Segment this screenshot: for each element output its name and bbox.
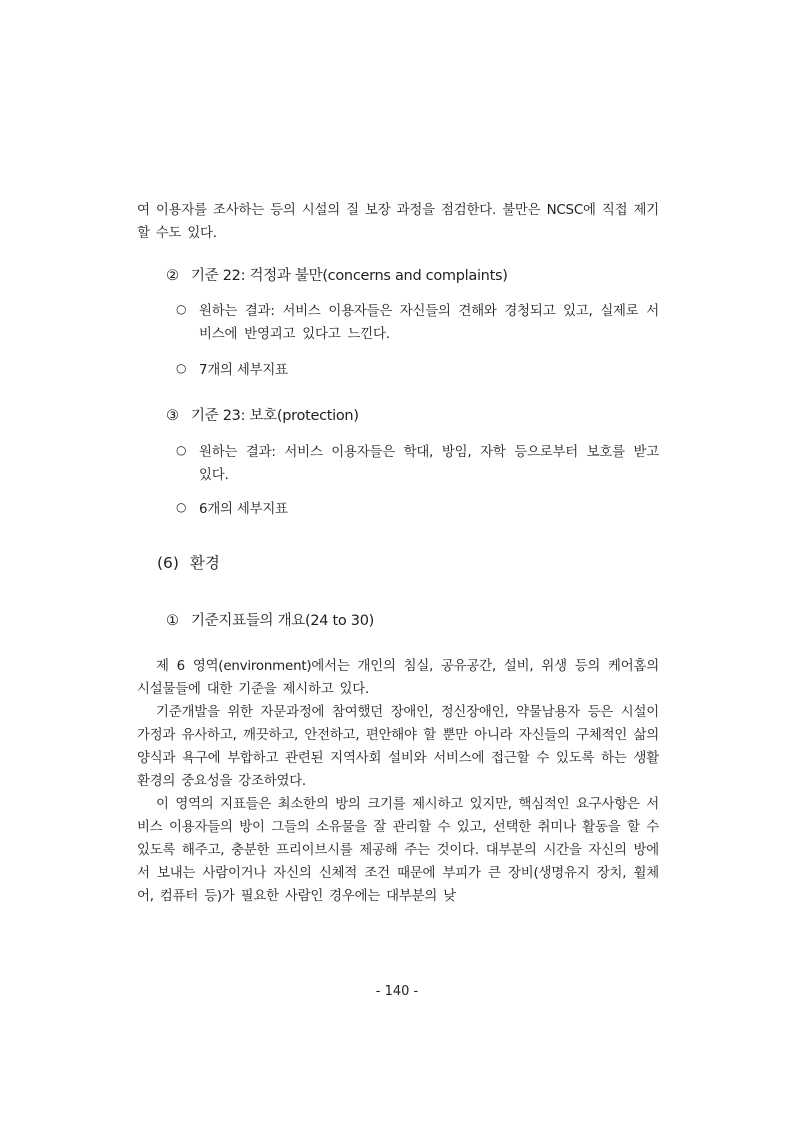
standard-22-outcome: 원하는 결과: 서비스 이용자들은 자신들의 견해와 경청되고 있고, 실제로 서비스에 반영괴고 있다고 느낀다. xyxy=(199,304,659,342)
standard-22-heading xyxy=(166,264,508,285)
section-6-heading xyxy=(157,551,220,573)
standard-23-marker: ③ xyxy=(166,408,179,424)
subsection-1-marker: ① xyxy=(166,613,179,629)
standard-23-outcome: 원하는 결과: 서비스 이용자들은 학대, 방임, 자학 등으로부터 보호를 받고 있다. xyxy=(199,445,659,483)
subsection-1-heading xyxy=(166,609,374,630)
bullet-symbol: ○ xyxy=(176,302,187,316)
bullet-symbol: ○ xyxy=(176,361,187,375)
standard-22-title: 기준 22: 걱정과 불만(concerns and complaints) xyxy=(191,268,508,284)
paragraph-1: 제 6 영역(environment)에서는 개인의 침실, 공유공간, 설비, 위생 등의 케어홈의 시설물들에 대한 기준을 제시하고 있다. xyxy=(137,659,659,697)
bullet-symbol: ○ xyxy=(176,443,187,457)
paragraph-2: 기준개발을 위한 자문과정에 참여했던 장애인, 정신장애인, 약물남용자 등은 시설이 가정과 유사하고, 깨끗하고, 안전하고, 편안해야 할 뿐만 아니라 자신들의 구체적인 삶의 양식과 욕구에 부합하고 관련된 지역사회 설비와 서비스에 접근할 수 있도록 하는 생활환경의 중요성을 강조하였다. xyxy=(137,705,659,789)
section-6-number: (6) xyxy=(157,554,179,572)
standard-23-heading xyxy=(166,404,359,425)
standard-22-marker: ② xyxy=(166,268,179,284)
subsection-1-title: 기준지표들의 개요(24 to 30) xyxy=(191,613,374,629)
standard-22-indicators: 7개의 세부지표 xyxy=(199,363,288,378)
intro-paragraph: 여 이용자를 조사하는 등의 시설의 질 보장 과정을 점검한다. 불만은 NCSC에 직접 제기할 수도 있다. xyxy=(137,203,659,241)
section-6-title: 환경 xyxy=(189,554,220,572)
page-number: - 140 - xyxy=(375,984,419,999)
standard-23-title: 기준 23: 보호(protection) xyxy=(191,408,359,424)
standard-23-indicators: 6개의 세부지표 xyxy=(199,502,288,517)
bullet-symbol: ○ xyxy=(176,500,187,514)
paragraph-3: 이 영역의 지표들은 최소한의 방의 크기를 제시하고 있지만, 핵심적인 요구사항은 서비스 이용자들의 방이 그들의 소유물을 잘 관리할 수 있고, 선택한 취미나 활동을 할 수 있도록 해주고, 충분한 프리이브시를 제공해 주는 것이다. 대부분의 시간을 자신의 방에서 보내는 사람이거나 자신의 신체적 조건 때문에 부피가 큰 장비(생명유지 장치, 휠체어, 컴퓨터 등)가 필요한 사람인 경우에는 대부분의 낮 xyxy=(137,797,659,904)
